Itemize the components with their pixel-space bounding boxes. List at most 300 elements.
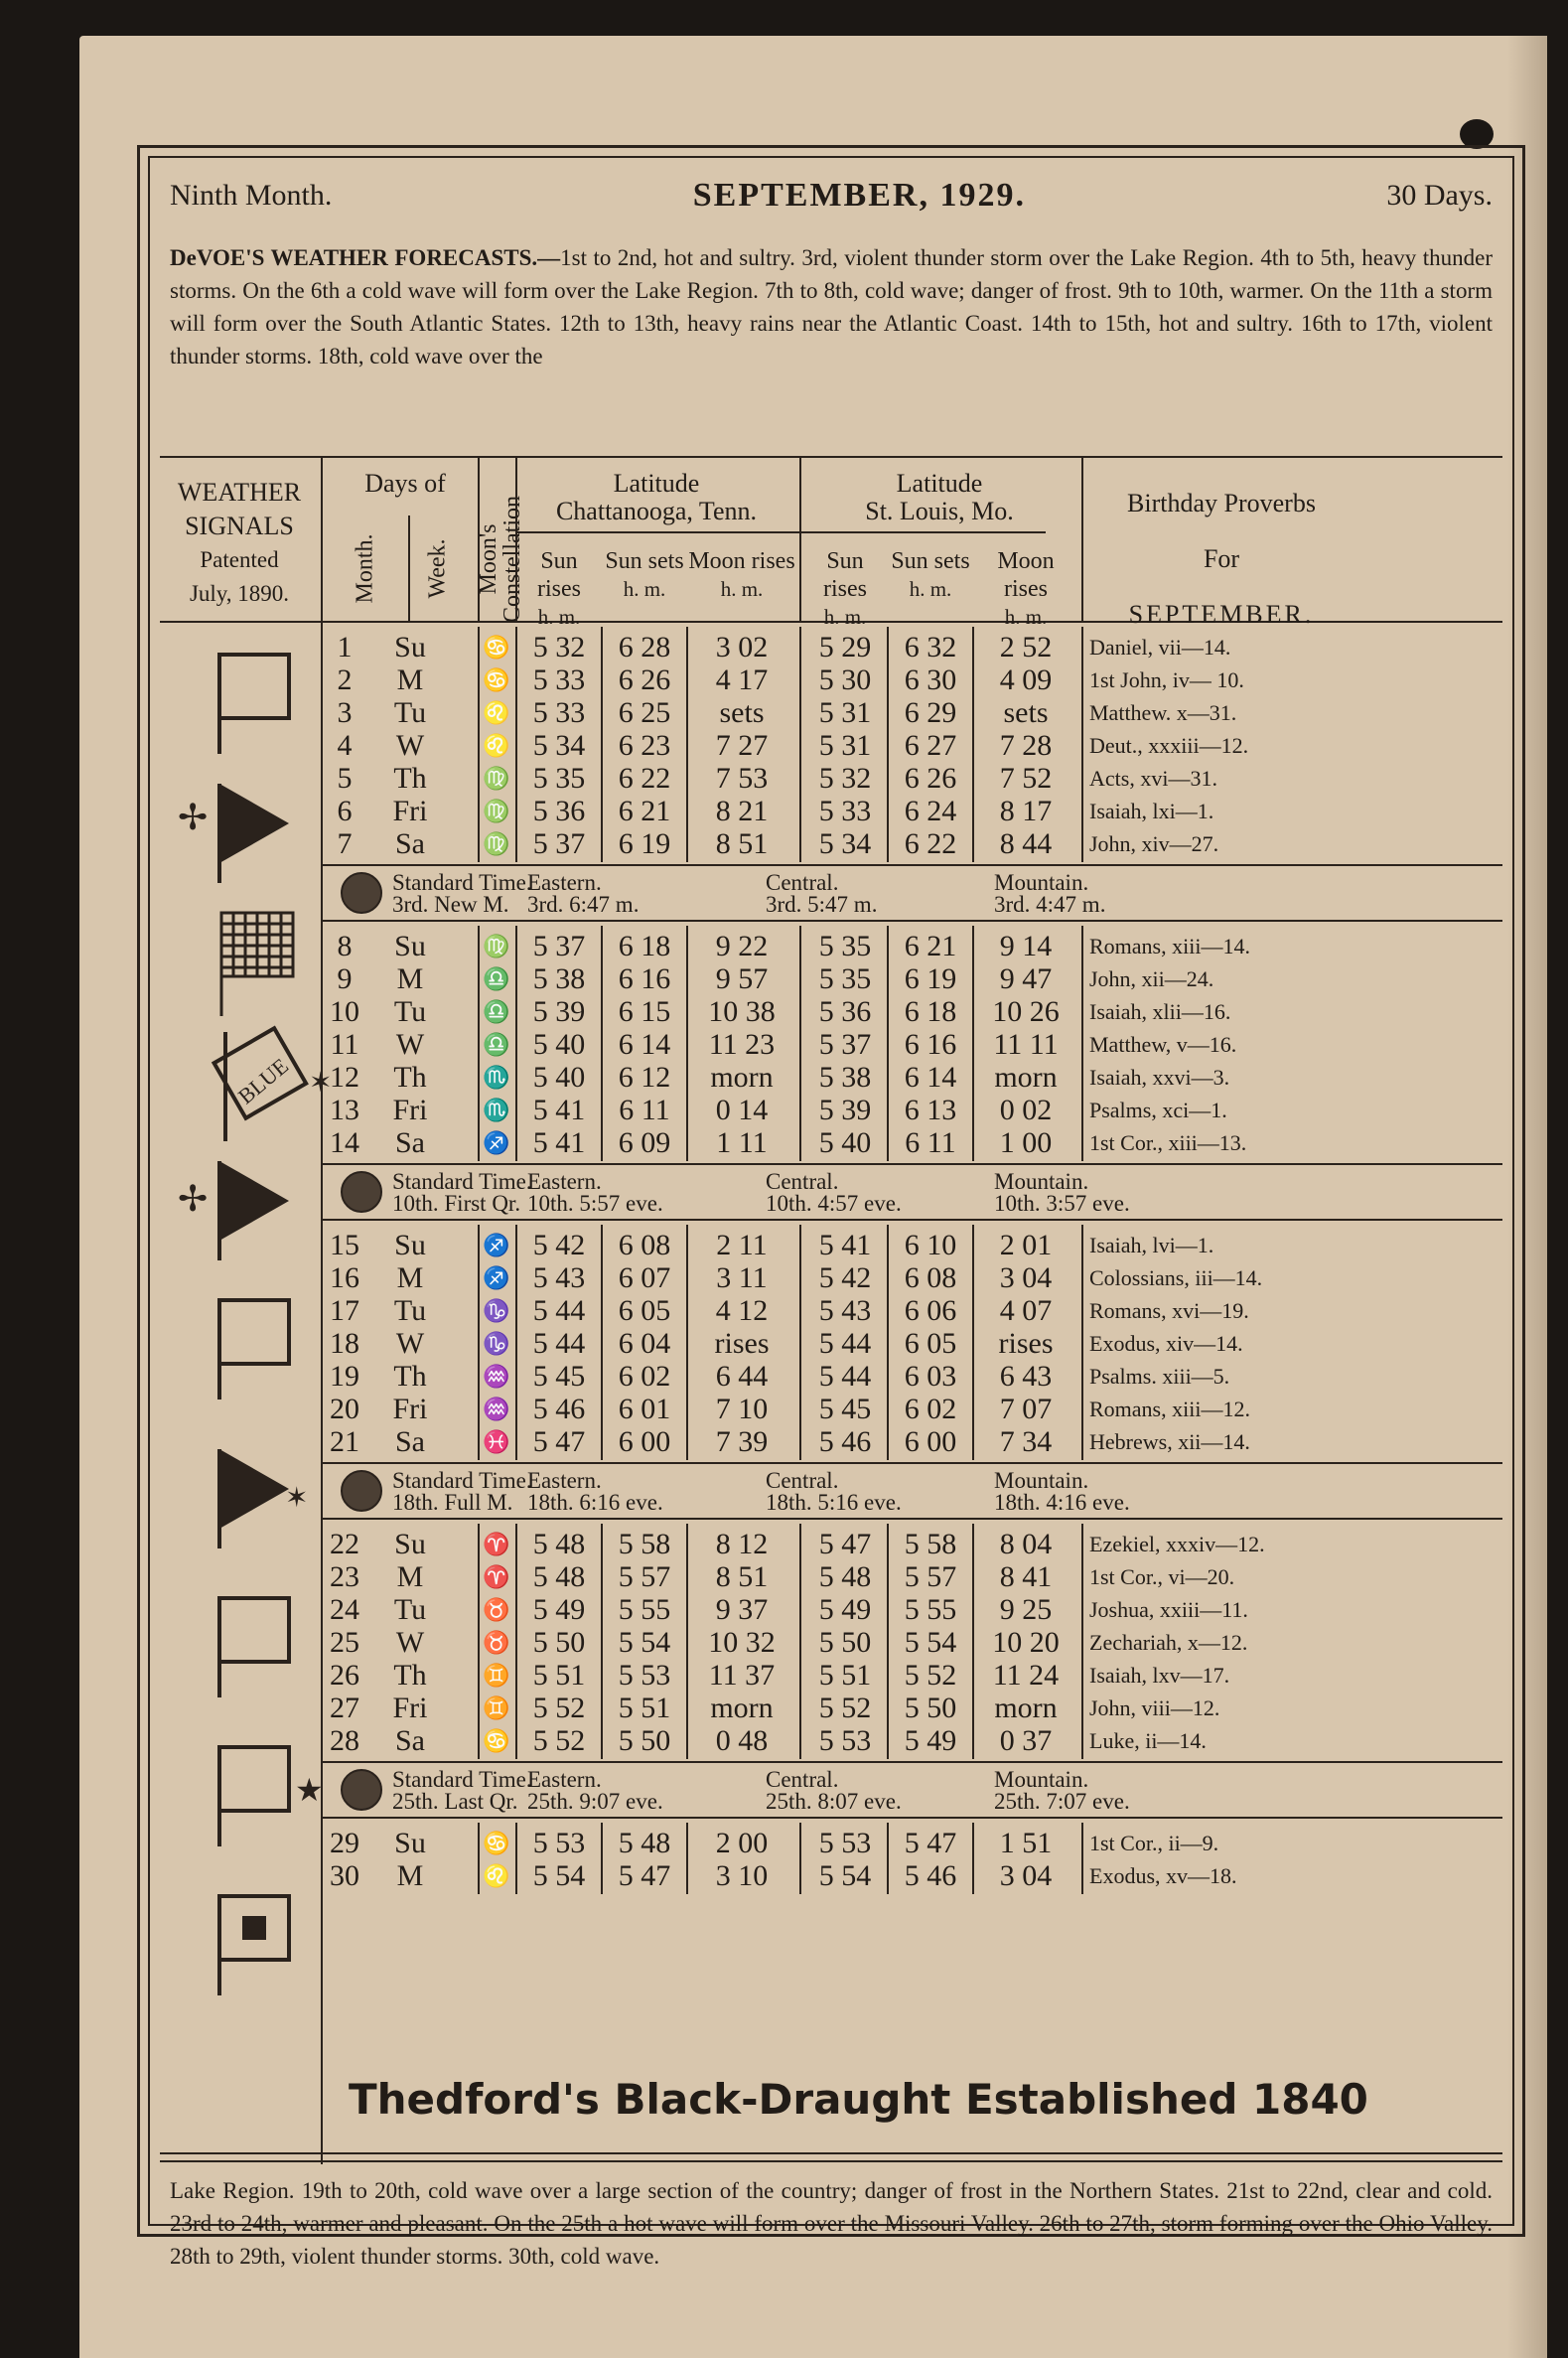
proverb: Acts, xvi—31. xyxy=(1089,766,1217,791)
chatt-sun-sets: 5 55 xyxy=(618,1593,671,1626)
col-label: Sun sets xyxy=(605,548,684,574)
proverbs-label: For xyxy=(1203,544,1240,573)
stl-sun-rises: 5 34 xyxy=(818,827,872,860)
chatt-sun-sets: 6 25 xyxy=(618,696,671,729)
day-of-week: M xyxy=(396,1859,424,1892)
chatt-moon-rises: morn xyxy=(710,1061,774,1094)
stl-sun-sets: 6 16 xyxy=(904,1028,957,1061)
proverbs-header xyxy=(1087,476,1355,643)
chatt-moon-rises: 4 12 xyxy=(715,1294,769,1327)
col-rule xyxy=(601,1823,603,1894)
stl-sun-rises: 5 42 xyxy=(818,1261,872,1294)
phase-label: Central. xyxy=(766,1169,839,1194)
phase-time: 25th. 8:07 eve. xyxy=(766,1789,902,1814)
moon-phase-a xyxy=(392,1171,532,1215)
stl-moon-rises: 0 02 xyxy=(999,1094,1053,1126)
stl-moon-rises: 1 00 xyxy=(999,1126,1053,1159)
constellation-icon: ♐ xyxy=(483,1130,510,1155)
day-of-month: 16 xyxy=(330,1261,359,1294)
stl-sun-sets: 6 10 xyxy=(904,1229,957,1261)
constellation-icon: ♏ xyxy=(483,1065,510,1090)
proverb: John, xii—24. xyxy=(1089,966,1214,991)
chatt-sun-sets: 6 28 xyxy=(618,631,671,663)
chatt-moon-rises: 0 48 xyxy=(715,1724,769,1757)
stl-sun-sets: 5 54 xyxy=(904,1626,957,1659)
col-rule xyxy=(321,926,323,1161)
checkered-flag-icon xyxy=(221,913,293,1016)
chatt-sun-sets: 6 12 xyxy=(618,1061,671,1094)
chatt-sun-sets: 6 23 xyxy=(618,729,671,762)
day-of-week: Tu xyxy=(393,1294,427,1327)
stl-moon-rises: 2 52 xyxy=(999,631,1053,663)
chatt-moon-rises: 9 37 xyxy=(715,1593,769,1626)
stl-sun-sets: 6 27 xyxy=(904,729,957,762)
day-of-month: 21 xyxy=(330,1425,359,1458)
phase-time: 3rd. 5:47 m. xyxy=(766,892,878,917)
phase-time: 18th. 4:16 eve. xyxy=(994,1490,1130,1515)
col-rule xyxy=(972,1225,974,1460)
stl-moon-rises: 0 37 xyxy=(999,1724,1053,1757)
moon-phase-c1 xyxy=(766,1769,902,1813)
signals-label: SIGNALS xyxy=(185,512,294,540)
proverb: Romans, xiii—14. xyxy=(1089,934,1250,958)
chatt-sun-sets: 6 01 xyxy=(618,1393,671,1425)
day-of-week: W xyxy=(395,1327,425,1360)
constellation-icon: ♋ xyxy=(483,1831,510,1855)
table-row xyxy=(150,1061,1381,1094)
stl-moon-rises: 7 52 xyxy=(999,762,1053,795)
chatt-sun-sets: 5 48 xyxy=(618,1827,671,1859)
square-flag-icon xyxy=(219,1598,289,1697)
chatt-sun-sets: 5 53 xyxy=(618,1659,671,1692)
col-rule xyxy=(887,1524,889,1759)
stl-sun-sets: 6 14 xyxy=(904,1061,957,1094)
inner-frame xyxy=(148,156,1514,2269)
stl-sun-sets: 6 24 xyxy=(904,795,957,827)
blue-flag-label: BLUE xyxy=(232,1053,293,1109)
col-rule xyxy=(478,627,480,862)
chatt-moon-rises: 6 44 xyxy=(715,1360,769,1393)
phase-time: 25th. 9:07 eve. xyxy=(527,1789,663,1814)
col-rule xyxy=(1081,1823,1083,1894)
table-row xyxy=(150,1327,1381,1360)
day-of-week: Sa xyxy=(395,1724,425,1757)
moon-phase-c1 xyxy=(766,872,877,916)
col-rule xyxy=(601,926,603,1161)
rule xyxy=(517,531,1046,533)
stl-moon-rises: 8 17 xyxy=(999,795,1053,827)
day-of-week: Tu xyxy=(393,696,427,729)
day-of-week: Fri xyxy=(392,795,428,827)
chatt-moon-rises: morn xyxy=(710,1692,774,1724)
col-rule xyxy=(515,926,517,1161)
day-of-month: 13 xyxy=(330,1094,359,1126)
stl-moon-rises: 1 51 xyxy=(999,1827,1053,1859)
stl-sun-rises: 5 32 xyxy=(818,762,872,795)
stl-sun-rises: 5 44 xyxy=(818,1327,872,1360)
proverb: Deut., xxxiii—12. xyxy=(1089,733,1249,758)
day-of-week: Tu xyxy=(393,1593,427,1626)
chatt-moon-rises: 10 38 xyxy=(708,995,776,1028)
chatt-moon-rises: 3 02 xyxy=(715,631,769,663)
day-of-month: 22 xyxy=(330,1528,359,1560)
day-of-month: 9 xyxy=(337,962,353,995)
col-rule xyxy=(686,627,688,862)
chatt-moon-rises: 2 00 xyxy=(715,1827,769,1859)
chatt-moon-rises: 11 23 xyxy=(708,1028,776,1061)
col-rule xyxy=(478,456,480,621)
city-label: Chattanooga, Tenn. xyxy=(555,497,758,525)
rule xyxy=(321,1462,1502,1464)
table-row xyxy=(150,930,1381,962)
table-row xyxy=(150,1261,1381,1294)
hm-label: h. m. xyxy=(720,577,764,601)
col-moon-rises-1 xyxy=(688,547,795,603)
stl-moon-rises: 6 43 xyxy=(999,1360,1053,1393)
col-rule xyxy=(1081,627,1083,862)
chatt-sun-rises: 5 40 xyxy=(532,1061,586,1094)
blue-flag-icon xyxy=(214,1028,333,1141)
col-sun-sets-1 xyxy=(603,547,686,603)
table-row xyxy=(150,631,1381,663)
day-of-month: 7 xyxy=(337,827,353,860)
constellation-icon: ♌ xyxy=(483,733,510,758)
day-of-month: 24 xyxy=(330,1593,359,1626)
constellation-icon: ♓ xyxy=(483,1429,510,1454)
phase-time: 18th. 5:16 eve. xyxy=(766,1490,902,1515)
chatt-sun-sets: 6 04 xyxy=(618,1327,671,1360)
stl-moon-rises: 8 44 xyxy=(999,827,1053,860)
day-of-week: Fri xyxy=(392,1692,428,1724)
stl-moon-rises: morn xyxy=(994,1061,1058,1094)
pennant-cross-icon xyxy=(178,1161,289,1260)
chatt-sun-sets: 6 08 xyxy=(618,1229,671,1261)
stl-sun-sets: 6 00 xyxy=(904,1425,957,1458)
pennant-star-icon xyxy=(219,1449,308,1548)
phase-label: Eastern. xyxy=(527,1767,602,1792)
stl-moon-rises: 11 24 xyxy=(992,1659,1060,1692)
chatt-sun-rises: 5 33 xyxy=(532,696,586,729)
chatt-sun-rises: 5 36 xyxy=(532,795,586,827)
moon-phase-icon xyxy=(341,1769,382,1811)
rule xyxy=(160,456,1502,458)
svg-text:✢: ✢ xyxy=(178,798,209,837)
chatt-sun-sets: 5 54 xyxy=(618,1626,671,1659)
day-of-month: 10 xyxy=(330,995,359,1028)
table-row xyxy=(150,762,1381,795)
moon-phase-e1 xyxy=(527,1769,663,1813)
stl-sun-rises: 5 35 xyxy=(818,930,872,962)
moon-phase-c1 xyxy=(766,1470,902,1514)
stl-sun-sets: 6 08 xyxy=(904,1261,957,1294)
hm-label: h. m. xyxy=(823,605,867,629)
stl-moon-rises: 4 09 xyxy=(999,663,1053,696)
day-of-month: 20 xyxy=(330,1393,359,1425)
svg-text:★: ★ xyxy=(295,1772,324,1808)
col-rule xyxy=(799,456,801,621)
col-rule xyxy=(601,1524,603,1759)
proverb: Romans, xiii—12. xyxy=(1089,1397,1250,1421)
constellation-icon: ♊ xyxy=(483,1663,510,1688)
stl-sun-rises: 5 29 xyxy=(818,631,872,663)
rule xyxy=(321,1817,1502,1819)
table-row xyxy=(150,795,1381,827)
chatt-sun-rises: 5 33 xyxy=(532,663,586,696)
day-of-week: Su xyxy=(394,930,426,962)
stl-sun-sets: 6 21 xyxy=(904,930,957,962)
stl-sun-rises: 5 50 xyxy=(818,1626,872,1659)
col-rule xyxy=(515,627,517,862)
proverb: Isaiah, xxvi—3. xyxy=(1089,1065,1230,1090)
stl-moon-rises: 10 26 xyxy=(992,995,1060,1028)
day-of-month: 12 xyxy=(330,1061,359,1094)
table-row xyxy=(150,1859,1381,1892)
table-row xyxy=(150,663,1381,696)
day-of-week: Su xyxy=(394,1528,426,1560)
col-sun-rises-1 xyxy=(517,547,601,631)
moon-phase-e1 xyxy=(527,1470,663,1514)
chatt-sun-rises: 5 42 xyxy=(532,1229,586,1261)
chatt-sun-rises: 5 39 xyxy=(532,995,586,1028)
table-row xyxy=(150,1724,1381,1757)
days-of-header: Days of xyxy=(364,469,446,498)
chatt-moon-rises: 8 51 xyxy=(715,827,769,860)
proverb: Zechariah, x—12. xyxy=(1089,1630,1248,1655)
col-rule xyxy=(321,1524,323,1759)
chatt-sun-sets: 5 51 xyxy=(618,1692,671,1724)
hm-label: h. m. xyxy=(1004,605,1048,629)
day-of-month: 14 xyxy=(330,1126,359,1159)
phase-label: Eastern. xyxy=(527,870,602,895)
stl-sun-sets: 5 47 xyxy=(904,1827,957,1859)
constellation-icon: ♑ xyxy=(483,1331,510,1356)
day-of-month: 4 xyxy=(337,729,353,762)
col-rule xyxy=(478,1225,480,1460)
constellation-icon: ♏ xyxy=(483,1098,510,1122)
day-of-month: 1 xyxy=(337,631,353,663)
col-label: Sun rises xyxy=(537,548,581,602)
stl-sun-sets: 6 22 xyxy=(904,827,957,860)
svg-text:✶: ✶ xyxy=(309,1068,333,1099)
page-frame xyxy=(137,145,1525,2269)
stl-sun-rises: 5 30 xyxy=(818,663,872,696)
chatt-sun-rises: 5 52 xyxy=(532,1724,586,1757)
phase-label: Standard Time. xyxy=(392,1767,532,1792)
phase-label: Eastern. xyxy=(527,1169,602,1194)
day-of-week: M xyxy=(396,1560,424,1593)
day-of-week: Th xyxy=(393,1061,427,1094)
day-of-week: Th xyxy=(393,1659,427,1692)
table-row xyxy=(150,1593,1381,1626)
phase-time: 10th. First Qr. xyxy=(392,1191,521,1216)
stl-sun-sets: 5 58 xyxy=(904,1528,957,1560)
proverb: Isaiah, xlii—16. xyxy=(1089,999,1231,1024)
constellation-icon: ♊ xyxy=(483,1695,510,1720)
stl-moon-rises: 9 47 xyxy=(999,962,1053,995)
chatt-moon-rises: 9 57 xyxy=(715,962,769,995)
rule xyxy=(321,1518,1502,1520)
col-rule xyxy=(972,1823,974,1894)
table-row xyxy=(150,1560,1381,1593)
day-of-week: Fri xyxy=(392,1393,428,1425)
constellation-icon: ♎ xyxy=(483,999,510,1024)
col-rule xyxy=(887,627,889,862)
col-rule xyxy=(515,1225,517,1460)
proverb: Matthew, v—16. xyxy=(1089,1032,1237,1057)
chatt-sun-sets: 6 11 xyxy=(619,1094,670,1126)
stl-sun-sets: 6 05 xyxy=(904,1327,957,1360)
chatt-moon-rises: 7 27 xyxy=(715,729,769,762)
stl-moon-rises: morn xyxy=(994,1692,1058,1724)
proverb: Psalms. xiii—5. xyxy=(1089,1364,1230,1389)
stl-moon-rises: 7 07 xyxy=(999,1393,1053,1425)
stl-sun-rises: 5 52 xyxy=(818,1692,872,1724)
chatt-sun-rises: 5 32 xyxy=(532,631,586,663)
chatt-moon-rises: 3 11 xyxy=(716,1261,768,1294)
square-flag-star-icon xyxy=(219,1747,324,1846)
stl-sun-rises: 5 47 xyxy=(818,1528,872,1560)
constellation-icon: ♈ xyxy=(483,1532,510,1556)
table-row xyxy=(150,995,1381,1028)
stl-moon-rises: rises xyxy=(998,1327,1054,1360)
phase-time: 18th. Full M. xyxy=(392,1490,513,1515)
proverb: Ezekiel, xxxiv—12. xyxy=(1089,1532,1265,1556)
chattanooga-header xyxy=(517,470,795,525)
chatt-sun-sets: 6 09 xyxy=(618,1126,671,1159)
col-rule xyxy=(408,516,410,621)
col-rule xyxy=(972,627,974,862)
chatt-sun-rises: 5 53 xyxy=(532,1827,586,1859)
forecast-text: 1st to 2nd, hot and sultry. 3rd, violent thunder storm over the Lake Region. 4th to 5th, heavy thunder storms. On the 6th a cold wave will form over the Lake Region. 7th to 8th, cold wave; danger of frost. 9th to 10th, warmer. On the 11th a storm will form over the South Atlantic States. 12th to 13th, heavy rains near the Atlantic Coast. 14th to 15th, hot and sultry. 16th to 17th, violent thunder storms. 18th, cold wave over the xyxy=(170,245,1493,368)
table-row xyxy=(150,1827,1381,1859)
stl-sun-rises: 5 49 xyxy=(818,1593,872,1626)
day-of-month: 18 xyxy=(330,1327,359,1360)
rule xyxy=(321,1761,1502,1763)
col-rule xyxy=(601,627,603,862)
stl-moon-rises: 3 04 xyxy=(999,1859,1053,1892)
day-of-week: M xyxy=(396,663,424,696)
proverb: 1st John, iv— 10. xyxy=(1089,667,1244,692)
stl-sun-sets: 6 11 xyxy=(905,1126,956,1159)
proverb: Isaiah, lxi—1. xyxy=(1089,799,1214,823)
square-center-flag-icon xyxy=(219,1896,289,1995)
stl-sun-rises: 5 44 xyxy=(818,1360,872,1393)
proverb: Matthew. x—31. xyxy=(1089,700,1237,725)
stl-sun-sets: 6 32 xyxy=(904,631,957,663)
day-of-week: W xyxy=(395,1028,425,1061)
phase-label: Standard Time. xyxy=(392,1169,532,1194)
proverb: John, viii—12. xyxy=(1089,1695,1220,1720)
moon-phase-a xyxy=(392,1470,532,1514)
constellation-icon: ♍ xyxy=(483,934,510,958)
phase-time: 3rd. 6:47 m. xyxy=(527,892,640,917)
chatt-moon-rises: 8 21 xyxy=(715,795,769,827)
chatt-sun-sets: 6 18 xyxy=(618,930,671,962)
chatt-moon-rises: 7 39 xyxy=(715,1425,769,1458)
proverb: 1st Cor., xiii—13. xyxy=(1089,1130,1247,1155)
table-row xyxy=(150,696,1381,729)
chatt-sun-rises: 5 44 xyxy=(532,1294,586,1327)
proverb: Hebrews, xii—14. xyxy=(1089,1429,1250,1454)
proverb: Luke, ii—14. xyxy=(1089,1728,1207,1753)
rule xyxy=(321,1163,1502,1165)
proverb: Isaiah, lvi—1. xyxy=(1089,1233,1214,1257)
table-row xyxy=(150,1528,1381,1560)
table-row xyxy=(150,1360,1381,1393)
month-number: Ninth Month. xyxy=(170,179,333,212)
proverb: Exodus, xv—18. xyxy=(1089,1863,1237,1888)
stl-sun-rises: 5 46 xyxy=(818,1425,872,1458)
stl-sun-sets: 5 55 xyxy=(904,1593,957,1626)
stl-moon-rises: 7 34 xyxy=(999,1425,1053,1458)
square-flag-icon xyxy=(219,1300,289,1400)
col-rule xyxy=(972,1524,974,1759)
chatt-sun-sets: 6 05 xyxy=(618,1294,671,1327)
latitude-label: Latitude xyxy=(613,469,700,498)
col-rule xyxy=(799,1225,801,1460)
stl-sun-sets: 5 57 xyxy=(904,1560,957,1593)
col-rule xyxy=(601,1225,603,1460)
stl-sun-sets: 6 29 xyxy=(904,696,957,729)
chatt-sun-rises: 5 48 xyxy=(532,1528,586,1560)
constellation-icon: ♍ xyxy=(483,766,510,791)
page-content xyxy=(79,36,1547,2358)
col-rule xyxy=(686,1823,688,1894)
phase-label: Central. xyxy=(766,1767,839,1792)
day-of-month: 17 xyxy=(330,1294,359,1327)
chatt-moon-rises: 8 12 xyxy=(715,1528,769,1560)
chatt-moon-rises: 3 10 xyxy=(715,1859,769,1892)
forecast-lead: DeVOE'S WEATHER FORECASTS.— xyxy=(170,245,561,270)
moon-phase-icon xyxy=(341,1171,382,1213)
stl-sun-sets: 5 52 xyxy=(904,1659,957,1692)
rule xyxy=(160,2152,1502,2154)
chatt-moon-rises: 8 51 xyxy=(715,1560,769,1593)
phase-label: Standard Time. xyxy=(392,870,532,895)
chatt-sun-rises: 5 54 xyxy=(532,1859,586,1892)
moon-phase-a xyxy=(392,1769,532,1813)
col-rule xyxy=(799,627,801,862)
phase-time: 25th. 7:07 eve. xyxy=(994,1789,1130,1814)
phase-time: 3rd. New M. xyxy=(392,892,509,917)
day-of-week: Tu xyxy=(393,995,427,1028)
col-rule xyxy=(321,1225,323,1460)
chatt-moon-rises: sets xyxy=(719,696,765,729)
col-rule xyxy=(972,926,974,1161)
day-of-week: Sa xyxy=(395,1126,425,1159)
stl-sun-rises: 5 53 xyxy=(818,1724,872,1757)
svg-text:✶: ✶ xyxy=(285,1483,309,1514)
proverb: Daniel, vii—14. xyxy=(1089,635,1231,660)
chatt-sun-rises: 5 41 xyxy=(532,1126,586,1159)
phase-label: Mountain. xyxy=(994,1767,1089,1792)
stl-sun-rises: 5 36 xyxy=(818,995,872,1028)
day-of-week: Sa xyxy=(395,827,425,860)
col-rule xyxy=(887,1823,889,1894)
day-of-week: Su xyxy=(394,1827,426,1859)
col-rule xyxy=(887,1225,889,1460)
col-rule xyxy=(1081,1225,1083,1460)
day-of-month: 15 xyxy=(330,1229,359,1261)
col-rule xyxy=(686,1225,688,1460)
chatt-sun-rises: 5 46 xyxy=(532,1393,586,1425)
col-rule xyxy=(1081,926,1083,1161)
moon-phase-icon xyxy=(341,872,382,914)
constellation-icon: ♋ xyxy=(483,667,510,692)
col-rule xyxy=(1081,456,1083,621)
constellation-icon: ♌ xyxy=(483,700,510,725)
day-of-month: 23 xyxy=(330,1560,359,1593)
